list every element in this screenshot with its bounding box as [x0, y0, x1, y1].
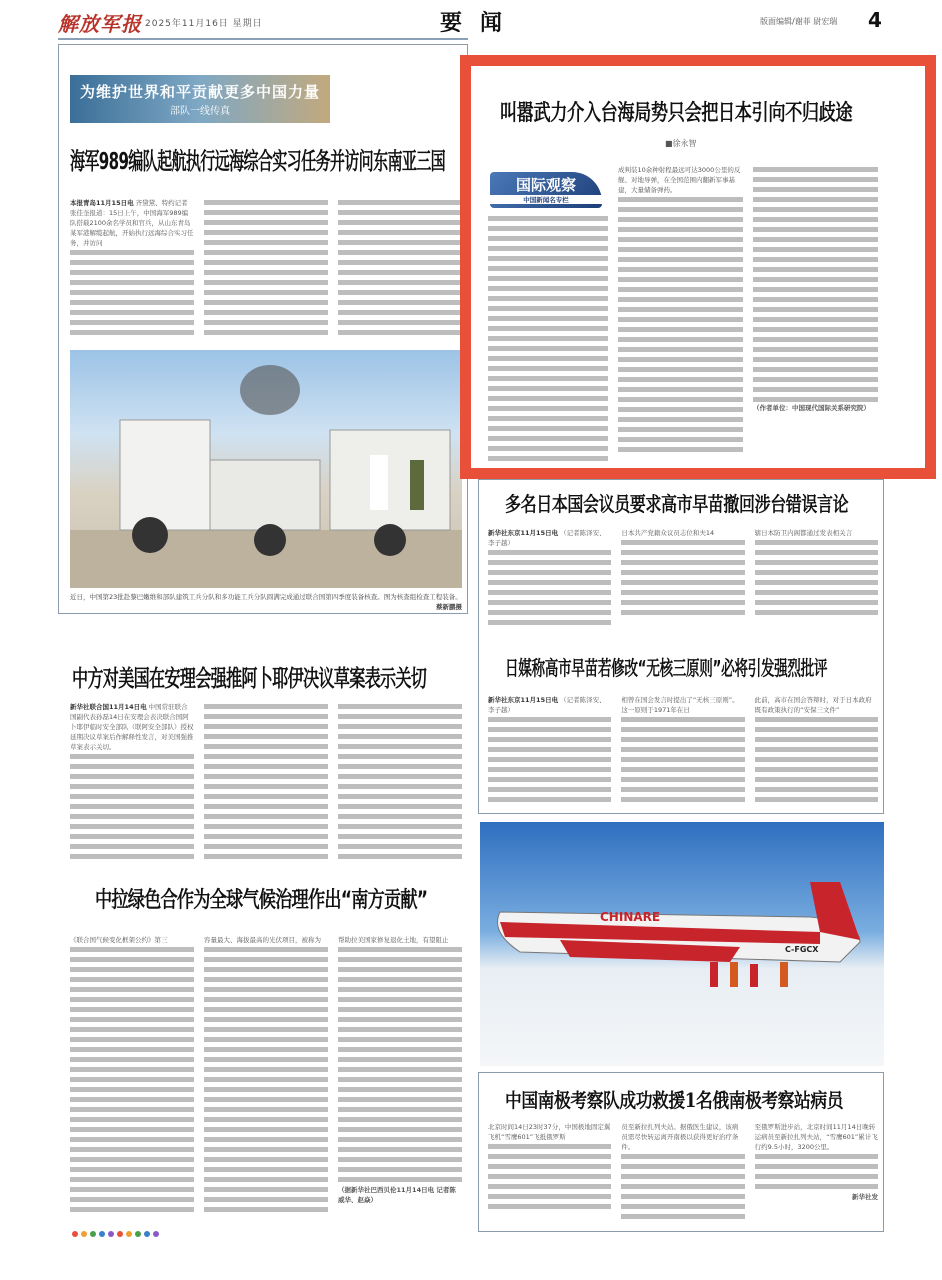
- green-source: （据新华社巴西贝伦11月14日电 记者陈威华、赵焱）: [338, 1186, 456, 1204]
- un-text: 中国常驻联合国副代表孙磊14日在安理会表决联合国阿卜耶伊临时安全部队（联阿安全部队）授权延期决议草案后作解释性发言，对美国强推草案表示关切。: [70, 703, 194, 751]
- badge-title: 国际观察: [515, 176, 576, 194]
- principles-text-3: 此前，高市在国会答辩时，对于日本政府既有政策执行的“安保三文件”: [754, 696, 872, 714]
- navy-banner: [70, 75, 330, 123]
- page-editors: 版面编辑/谢菲 尉宏瑞: [760, 17, 838, 26]
- footer-dot: [144, 1231, 150, 1237]
- un-body: [70, 702, 462, 862]
- footer-dot: [108, 1231, 114, 1237]
- navy-dateline: 本报青岛11月15日电: [70, 199, 134, 207]
- author-note: （作者单位：中国现代国际关系研究院）: [753, 404, 870, 412]
- footer-dot: [72, 1231, 78, 1237]
- commentary-body: [618, 165, 878, 465]
- badge-subtitle: 中国新闻名专栏: [490, 195, 602, 204]
- lawmakers-headline: 多名日本国会议员要求高市早苗撤回涉台错误言论: [505, 492, 849, 516]
- navy-headline: 海军989编队起航执行远海综合实习任务并访问东南亚三国: [70, 147, 446, 175]
- commentary-byline: ■徐永智: [665, 139, 697, 148]
- lawmakers-body: [488, 528, 878, 628]
- antarctic-headline: 中国南极考察队成功救援1名俄南极考察站病员: [505, 1089, 844, 1112]
- principles-dateline: 新华社东京11月15日电: [488, 696, 559, 704]
- commentary-text: 成判装10余种射程最远可达3000公里的反舰、对地导弹，在全国范围内翻新军事基建，大量储备弹药。: [618, 166, 741, 194]
- antarctic-credit: 新华社发: [851, 1193, 878, 1201]
- un-dateline: 新华社联合国11月14日电: [70, 703, 147, 711]
- footer-dot: [126, 1231, 132, 1237]
- green-body: [70, 935, 462, 1220]
- footer-dot: [90, 1231, 96, 1237]
- principles-body: [488, 695, 878, 807]
- lawmakers-text-3: 辖日本防卫内阁都通过发表相关言: [754, 529, 853, 537]
- photo-credit: 蔡新鹏摄: [436, 603, 462, 611]
- footer-dot: [117, 1231, 123, 1237]
- navy-photo: [70, 350, 462, 588]
- footer-dot: [135, 1231, 141, 1237]
- antarctic-body: [488, 1122, 878, 1222]
- green-text-2: 容量最大、海拔最高的光伏项目，被称为: [204, 936, 321, 944]
- section-title: 要闻: [440, 11, 521, 36]
- principles-text-2: 相曾在国会发言时提出了“无核三原则”。这一原则于1971年在日: [621, 696, 739, 714]
- lawmakers-text-2: 日本共产党籍众议员志位和夫14: [621, 529, 715, 537]
- green-text-1: 《联合国气候变化框架公约》第三: [70, 936, 168, 944]
- international-observation-badge: [490, 172, 602, 208]
- antarctic-text-1: 北京时间14日23时37分，中国极地固定翼飞机“雪鹰601”飞抵俄罗斯: [488, 1123, 611, 1141]
- principles-byline: （记者陈泽安、李子越）: [488, 696, 606, 714]
- plane-livery-text: CHINARE: [600, 910, 661, 924]
- banner-subtitle: 部队一线传真: [170, 106, 230, 117]
- engineering-vehicles-image: [70, 350, 462, 588]
- polar-aircraft-image: [480, 822, 884, 1066]
- lawmakers-dateline: 新华社东京11月15日电: [488, 529, 559, 537]
- footer-dot: [153, 1231, 159, 1237]
- page-number: 4: [868, 8, 882, 32]
- navy-photo-caption: [70, 592, 462, 612]
- un-headline: 中方对美国在安理会强推阿卜耶伊决议草案表示关切: [72, 665, 427, 692]
- antarctic-text-3: 至俄罗斯进步站，北京时间11月14日晚转运病员至新拉扎列夫站，“雪鹰601”累计飞行约9.5小时，3200公里。: [754, 1123, 878, 1151]
- plane-registration: C-FGCX: [785, 945, 819, 954]
- commentary-col-1: [488, 214, 608, 466]
- green-headline: 中拉绿色合作为全球气候治理作出“南方贡献”: [95, 888, 428, 913]
- antarctic-text-2: 员至新拉扎列夫站。据俄医生建议，该病员需尽快转运离开南极以获得更好治疗条件。: [621, 1123, 739, 1151]
- header-rule: [58, 38, 468, 40]
- principles-headline: 日媒称高市早苗若修改“无核三原则”必将引发强烈批评: [505, 656, 828, 680]
- green-text-3: 帮助拉美国家修复退化土地，有望阻止: [338, 936, 449, 944]
- lawmakers-byline: （记者陈泽安、李子越）: [488, 529, 606, 547]
- commentary-headline: 叫嚣武力介入台海局势只会把日本引向不归歧途: [500, 101, 853, 126]
- antarctic-photo: [480, 822, 884, 1066]
- banner-title: 为维护世界和平贡献更多中国力量: [79, 83, 320, 101]
- newspaper-logo: 解放军报: [58, 12, 142, 36]
- footer-dots: [72, 1222, 162, 1241]
- issue-date: 2025年11月16日 星期日: [145, 19, 263, 29]
- caption-text: 近日，中国第23批赴黎巴嫩维和部队建筑工兵分队和多功能工兵分队圆满完成通过联合国第四季度装备核查。图为核查组检查工程装备。: [70, 593, 462, 601]
- navy-body: [70, 198, 462, 340]
- footer-dot: [99, 1231, 105, 1237]
- footer-dot: [81, 1231, 87, 1237]
- navy-byline: 齐黛黛、特约记者张佳奎报道：15日上午，中国海军989编队搭载2100余名学员和官兵，从山东青岛某军港解缆起航，开始执行远海综合实习任务，并访问: [70, 199, 194, 247]
